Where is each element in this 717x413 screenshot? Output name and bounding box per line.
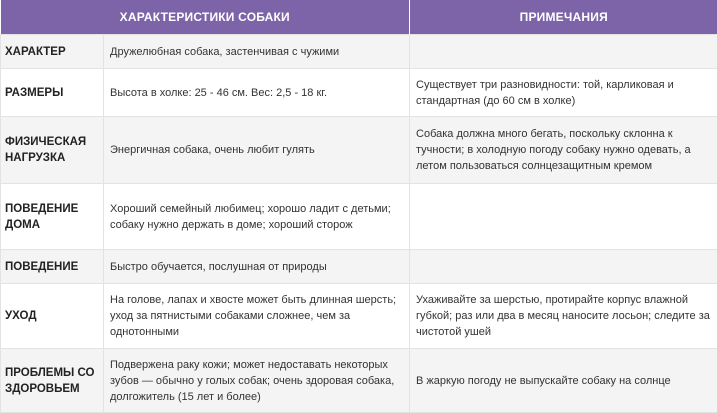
row-note xyxy=(410,250,717,284)
row-label: ХАРАКТЕР xyxy=(1,35,104,69)
header-notes: ПРИМЕЧАНИЯ xyxy=(410,0,717,35)
row-label: РАЗМЕРЫ xyxy=(1,69,104,117)
row-note: В жаркую погоду не выпускайте собаку на солнце xyxy=(410,349,717,413)
row-description: На голове, лапах и хвосте может быть длинная шерсть; уход за пятнистыми собаками сложнее, чем за однотонными xyxy=(104,284,410,349)
table-row xyxy=(1,184,717,250)
table-row xyxy=(1,69,717,117)
table-row xyxy=(1,35,717,69)
row-label: ФИЗИЧЕСКАЯ НАГРУЗКА xyxy=(1,117,104,184)
header-characteristics: ХАРАКТЕРИСТИКИ СОБАКИ xyxy=(1,0,410,35)
row-note: Ухаживайте за шерстью, протирайте корпус влажной губкой; раз или два в месяц наносите лосьон; следите за чистотой ушей xyxy=(410,284,717,349)
row-description: Энергичная собака, очень любит гулять xyxy=(104,117,410,184)
table-row xyxy=(1,250,717,284)
row-description: Подвержена раку кожи; может недоставать некоторых зубов — обычно у голых собак; очень здоровая собака, долгожитель (15 лет и более) xyxy=(104,349,410,413)
row-note: Собака должна много бегать, поскольку склонна к тучности; в холодную погоду собаку нужно одевать, а летом пользоваться солнцезащитным кремом xyxy=(410,117,717,184)
table-row xyxy=(1,349,717,413)
table-row xyxy=(1,117,717,184)
row-note: Существует три разновидности: той, карликовая и стандартная (до 60 см в холке) xyxy=(410,69,717,117)
table-row xyxy=(1,284,717,349)
row-description: Быстро обучается, послушная от природы xyxy=(104,250,410,284)
row-description: Дружелюбная собака, застенчивая с чужими xyxy=(104,35,410,69)
row-label: ПОВЕДЕНИЕ xyxy=(1,250,104,284)
row-label: ПРОБЛЕМЫ СО ЗДОРОВЬЕМ xyxy=(1,349,104,413)
row-note xyxy=(410,184,717,250)
row-note xyxy=(410,35,717,69)
row-label: ПОВЕДЕНИЕ ДОМА xyxy=(1,184,104,250)
row-label: УХОД xyxy=(1,284,104,349)
row-description: Хороший семейный любимец; хорошо ладит с детьми; собаку нужно держать в доме; хороший сторож xyxy=(104,184,410,250)
table-header-row xyxy=(1,0,717,35)
row-description: Высота в холке: 25 - 46 см. Вес: 2,5 - 18 кг. xyxy=(104,69,410,117)
